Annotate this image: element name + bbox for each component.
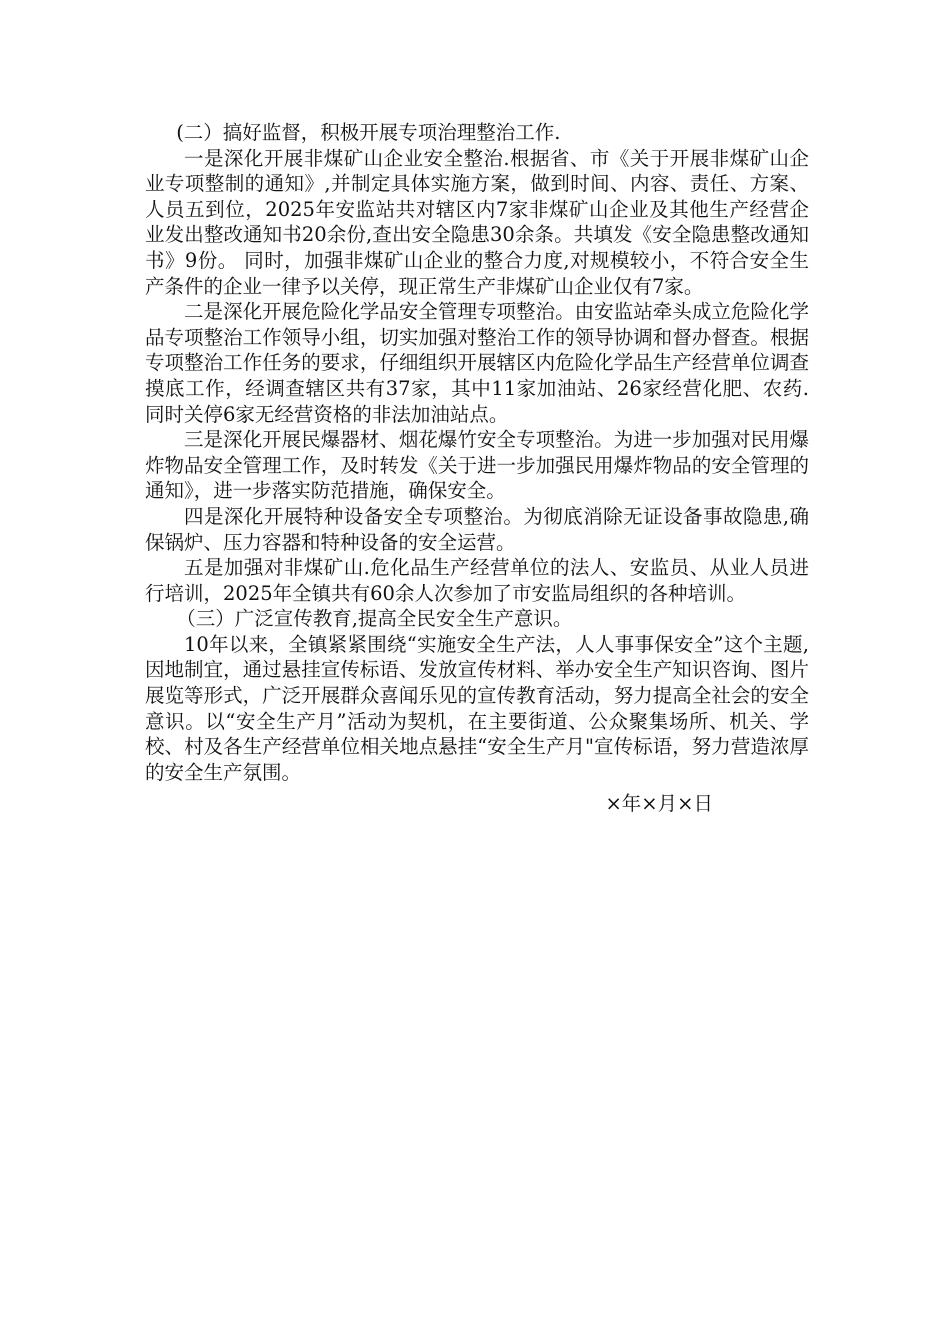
section-heading-3: （三）广泛宣传教育,提高全民安全生产意识。 bbox=[176, 607, 573, 631]
paragraph-training: 五是加强对非煤矿山.危化品生产经营单位的法人、安监员、从业人员进行培训，2025年全镇共有60余人次参加了市安监局组织的各种培训。 bbox=[145, 556, 809, 605]
paragraph-explosives-fireworks: 三是深化开展民爆器材、烟花爆竹安全专项整治。为进一步加强对民用爆炸物品安全管理工作，及时转发《关于进一步加强民用爆炸物品的安全管理的通知》，进一步落实防范措施，确保安全。 bbox=[145, 428, 809, 503]
document-date: ×年×月×日 bbox=[605, 792, 713, 816]
paragraph-special-equipment: 四是深化开展特种设备安全专项整治。为彻底消除无证设备事故隐患,确保锅炉、压力容器和特种设备的安全运营。 bbox=[145, 504, 809, 554]
paragraph-publicity: 10年以来，全镇紧紧围绕“实施安全生产法，人人事事保安全”这个主题,因地制宜，通过悬挂宣传标语、发放宣传材料、举办安全生产知识咨询、图片展览等形式，广泛开展群众喜闻乐见的宣传教育活动，努力提高全社会的安全意识。以“安全生产月”活动为契机，在主要街道、公众聚集场所、机关、学校、村及各生产经营单位相关地点悬挂“安全生产月"宣传标语，努力营造浓厚的安全生产氛围。 bbox=[145, 632, 809, 784]
paragraph-mining-safety: 一是深化开展非煤矿山企业安全整治.根据省、市《关于开展非煤矿山企业专项整制的通知》,并制定具体实施方案，做到时间、内容、责任、方案、人员五到位，2025年安监站共对辖区内7家非煤矿山企业及其他生产经营企业发出整改通知书20余份,查出安全隐患30余条。共填发《安全隐患整改通知书》9份。 同时，加强非煤矿山企业的整合力度,对规模较小，不符合安全生产条件的企业一律予以关停，现正常生产非煤矿山企业仅有7家。 bbox=[145, 146, 809, 298]
section-heading-2: (二）搞好监督，积极开展专项治理整治工作. bbox=[176, 121, 561, 144]
paragraph-hazardous-chemicals: 二是深化开展危险化学品安全管理专项整治。由安监站牵头成立危险化学品专项整治工作领导小组，切实加强对整治工作的领导协调和督办督查。根据专项整治工作任务的要求，仔细组织开展辖区内危险化学品生产经营单位调查摸底工作，经调查辖区共有37家，其中11家加油站、26家经营化肥、农药.同时关停6家无经营资格的非法加油站点。 bbox=[145, 300, 809, 426]
document-body bbox=[145, 120, 809, 817]
